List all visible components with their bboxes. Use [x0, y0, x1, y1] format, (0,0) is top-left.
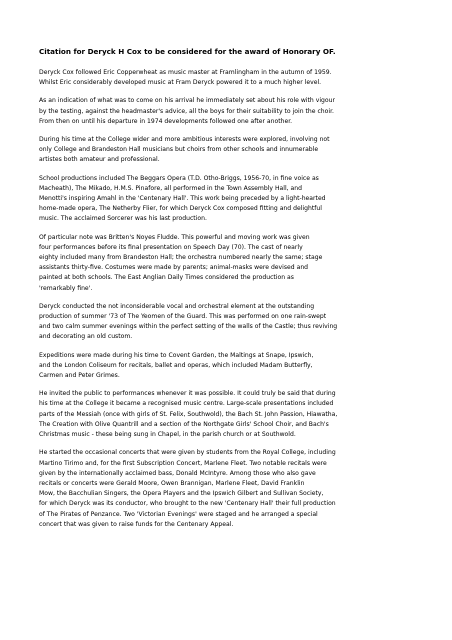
text-line: and the London Coliseum for recitals, ballet and operas, which included Madam Butterfly, — [39, 361, 313, 369]
text-line: only College and Brandeston Hall musicians but choirs from other schools and innumerable — [39, 146, 319, 154]
text-line: He started the occasional concerts that were given by students from the Royal College, including — [39, 449, 336, 457]
paragraph — [39, 68, 426, 88]
text-line: music. The acclaimed Sorcerer was his last production. — [39, 215, 207, 223]
paragraph — [39, 389, 426, 440]
text-line: and decorating an old custom. — [39, 333, 133, 341]
text-line: painted at both schools. The East Anglian Daily Times considered the production as — [39, 274, 294, 282]
text-line: From then on until his departure in 1974 developments followed one after another. — [39, 117, 293, 125]
text-line: Of particular note was Britten's Noyes Fludde. This powerful and moving work was given — [39, 233, 310, 241]
text-line: four performances before its final presentation on Speech Day (70). The cast of nearly — [39, 243, 303, 251]
text-line: School productions included The Beggars Opera (T.D. Otho-Briggs, 1956-70, in fine voice as — [39, 174, 319, 182]
text-line: of The Pirates of Penzance. Two 'Victorian Evenings' were staged and he arranged a special — [39, 510, 318, 518]
paragraph — [39, 96, 426, 127]
text-line: During his time at the College wider and more ambitious interests were explored, involving not — [39, 136, 330, 144]
text-line: recitals or concerts were Gerald Moore, Owen Brannigan, Marlene Fleet, David Franklin — [39, 479, 305, 487]
text-line: by the testing, against the headmaster's advice, all the boys for their suitability to join the choir. — [39, 107, 334, 115]
text-line: given by the internationally acclaimed bass, Donald McIntyre. Among those who also gave — [39, 469, 316, 477]
text-line: home-made opera, The Netherby Flier, for which Deryck Cox composed fitting and delightful — [39, 205, 322, 213]
document-title: Citation for Deryck H Cox to be considered for the award of Honorary OF. — [39, 47, 336, 56]
paragraph — [39, 135, 426, 166]
paragraph — [39, 233, 426, 294]
paragraph — [39, 302, 426, 343]
text-line: Christmas music - these being sung in Chapel, in the parish church or at Southwold. — [39, 431, 296, 439]
text-line: concert that was given to raise funds for the Centenary Appeal. — [39, 520, 234, 528]
document-body — [39, 68, 426, 530]
text-line: Menotti's inspiring Amahl in the 'Centenary Hall'. This work being preceded by a light-hearted — [39, 195, 326, 203]
text-line: parts of the Messiah (once with girls of St. Felix, Southwold), the Bach St. John Passion, Hiawatha, — [39, 410, 338, 418]
text-line: Deryck Cox followed Eric Copperwheat as music master at Framlingham in the autumn of 1959. — [39, 69, 332, 76]
text-line: The Creation with Olive Quantrill and a section of the Northgate Girls' School Choir, and Bach's — [39, 420, 329, 428]
text-line: production of summer '73 of The Yeomen of the Guard. This was performed on one rain-swept — [39, 313, 327, 321]
text-line: for which Deryck was its conductor, who brought to the new 'Centenary Hall' their full production — [39, 500, 336, 508]
text-line: Deryck conducted the not inconsiderable vocal and orchestral element at the outstanding — [39, 302, 315, 310]
text-line: He invited the public to performances whenever it was possible. It could truly be said that during — [39, 390, 336, 398]
text-line: 'remarkably fine'. — [39, 284, 93, 292]
text-line: eighty included many from Brandeston Hall; the orchestra numbered nearly the same; stage — [39, 254, 323, 262]
text-line: Carmen and Peter Grimes. — [39, 372, 120, 380]
text-line: and two calm summer evenings within the perfect setting of the walls of the Castle; thus reviving — [39, 323, 338, 331]
paragraph — [39, 174, 426, 225]
text-line: his time at the College it became a recognised music centre. Large-scale presentations included — [39, 400, 334, 408]
text-line: Macheath), The Mikado, H.M.S. Pinafore, all performed in the Town Assembly Hall, and — [39, 184, 303, 192]
text-line: Mow, the Bacchulian Singers, the Opera Players and the Ipswich Gilbert and Sullivan Society, — [39, 490, 324, 498]
text-line: Whilst Eric considerably developed music at Fram Deryck powered it to a much higher level. — [39, 79, 322, 87]
text-line: artistes both amateur and professional. — [39, 156, 160, 164]
text-line: Martino Tirimo and, for the first Subscription Concert, Marlene Fleet. Two notable recitals were — [39, 459, 327, 467]
paragraph — [39, 448, 426, 530]
text-line: assistants thirty-five. Costumes were made by parents; animal-masks were devised and — [39, 264, 309, 272]
text-line: Expeditions were made during his time to Covent Garden, the Maltings at Snape, Ipswich, — [39, 351, 314, 359]
text-line: As an indication of what was to come on his arrival he immediately set about his role with vigour — [39, 97, 335, 105]
paragraph — [39, 351, 426, 382]
